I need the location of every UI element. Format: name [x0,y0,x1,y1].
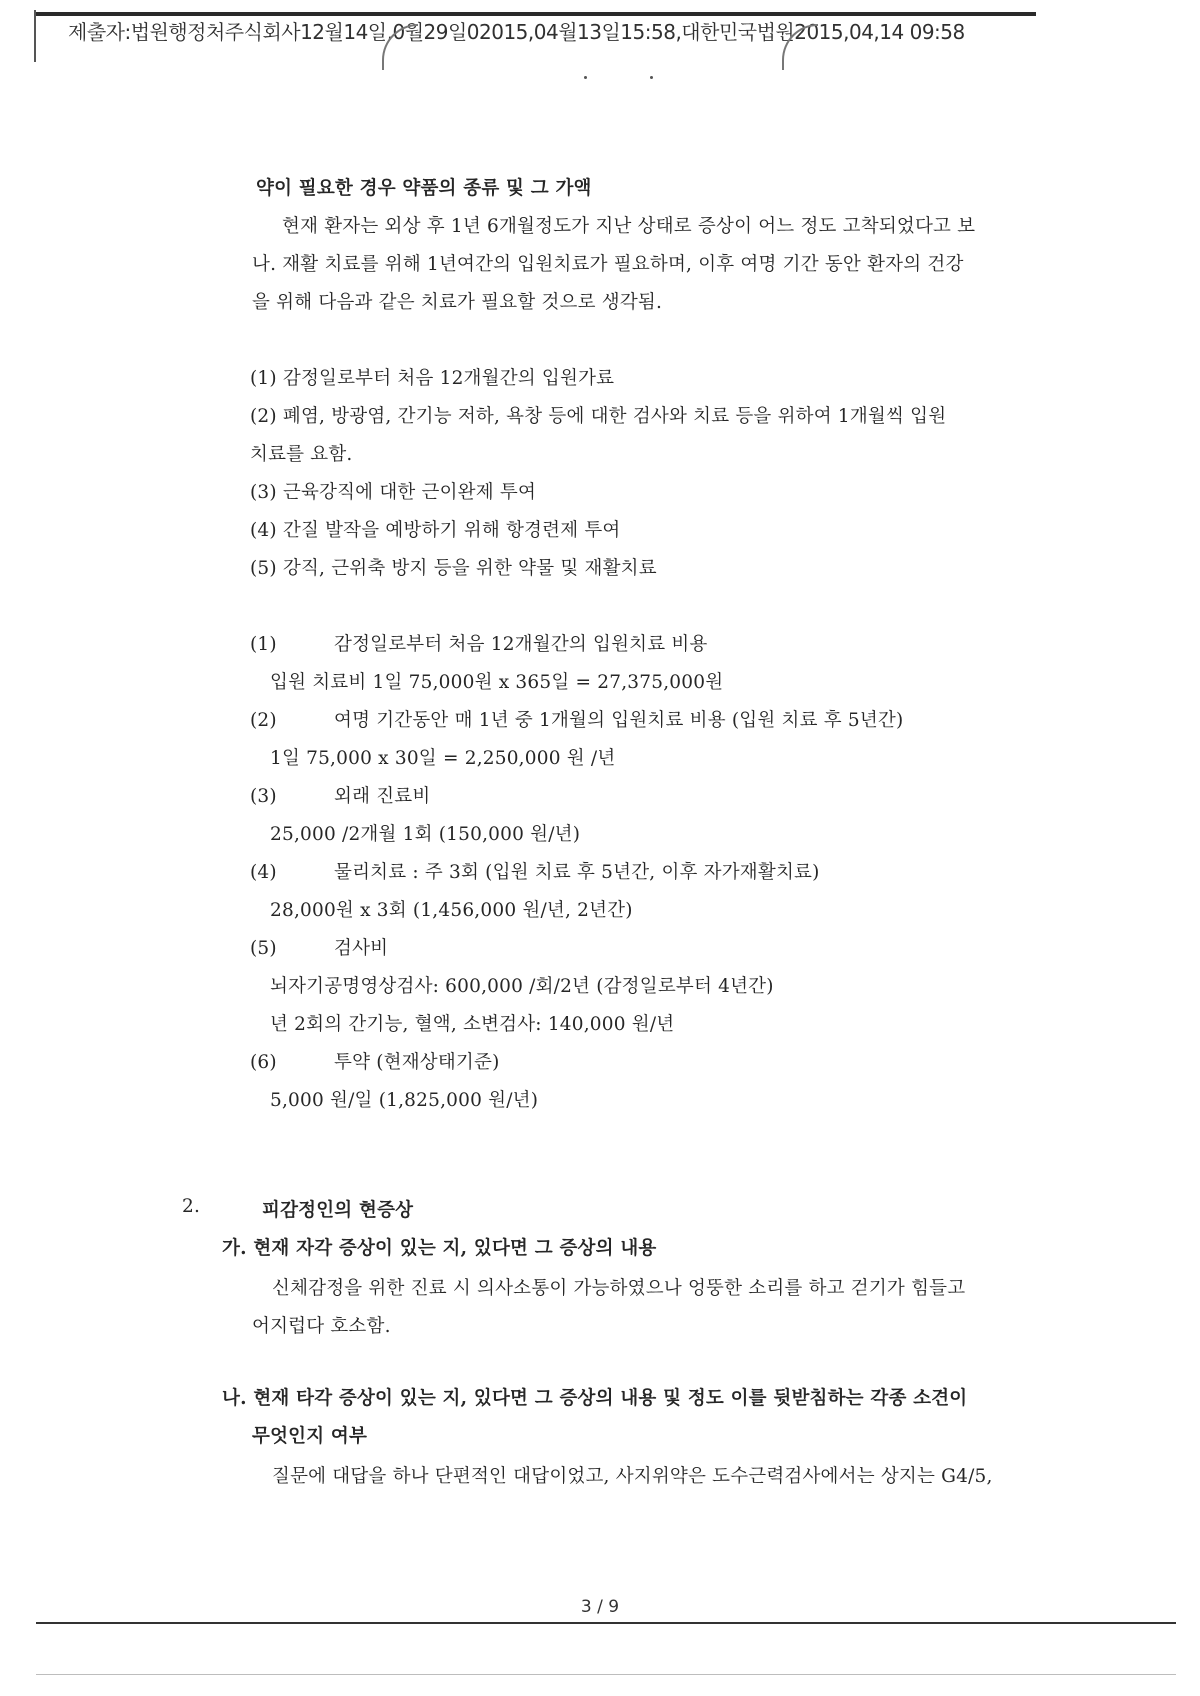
paragraph-line: 질문에 대답을 하나 단편적인 대답이었고, 사지위약은 도수근력검사에서는 상지는 G4/5, [272,1466,993,1487]
paragraph-line: 어지럽다 호소함. [252,1316,391,1337]
treatment-item: (1) 감정일로부터 처음 12개월간의 입원가료 [250,368,615,389]
subsection-heading: 약이 필요한 경우 약품의 종류 및 그 가액 [256,178,592,199]
subsection-heading: 나. 현재 타각 증상이 있는 지, 있다면 그 증상의 내용 및 정도 이를 뒷받침하는 각종 소견이 [222,1388,968,1409]
scan-speck [584,76,587,79]
page-number: 3 / 9 [580,1597,620,1617]
cost-item-title: (1) 감정일로부터 처음 12개월간의 입원치료 비용 [250,634,708,655]
cost-item-detail: 5,000 원/일 (1,825,000 원/년) [270,1090,539,1111]
cost-item-title: (3) 외래 진료비 [250,786,431,807]
fax-header [28,8,1188,42]
cost-item-title: (2) 여명 기간동안 매 1년 중 1개월의 입원치료 비용 (입원 치료 후 5년간) [250,710,904,731]
paragraph-line: 을 위해 다음과 같은 치료가 필요할 것으로 생각됨. [252,292,663,313]
subsection-heading: 가. 현재 자각 증상이 있는 지, 있다면 그 증상의 내용 [222,1238,657,1259]
cost-item-title: (5) 검사비 [250,938,389,959]
treatment-item: (2) 폐염, 방광염, 간기능 저하, 욕창 등에 대한 검사와 치료 등을 위하여 1개월씩 입원 [250,406,947,427]
cost-item-detail: 년 2회의 간기능, 혈액, 소변검사: 140,000 원/년 [270,1014,675,1035]
cost-item-title: (4) 물리치료 : 주 3회 (입원 치료 후 5년간, 이후 자가재활치료) [250,862,820,883]
treatment-item: (5) 강직, 근위축 방지 등을 위한 약물 및 재활치료 [250,558,657,579]
treatment-item: 치료를 요함. [250,444,353,465]
cost-item-title: (6) 투약 (현재상태기준) [250,1052,500,1073]
cost-item-detail: 뇌자기공명영상검사: 600,000 /회/2년 (감정일로부터 4년간) [270,976,774,997]
subsection-heading: 무엇인지 여부 [252,1426,368,1447]
footer-rule [36,1622,1176,1624]
cost-item-detail: 25,000 /2개월 1회 (150,000 원/년) [270,824,581,845]
paragraph-line: 신체감정을 위한 진료 시 의사소통이 가능하였으나 엉뚱한 소리를 하고 걷기가 힘들고 [272,1278,966,1299]
footer-scan-edge [36,1674,1176,1675]
treatment-item: (3) 근육강직에 대한 근이완제 투여 [250,482,537,503]
treatment-item: (4) 간질 발작을 예방하기 위해 항경련제 투여 [250,520,621,541]
cost-item-detail: 입원 치료비 1일 75,000원 x 365일 = 27,375,000원 [270,672,724,693]
cost-item-detail: 28,000원 x 3회 (1,456,000 원/년, 2년간) [270,900,633,921]
paragraph-line: 현재 환자는 외상 후 1년 6개월정도가 지난 상태로 증상이 어느 정도 고착되었다고 보 [282,216,976,237]
fax-stamp-text: 제출자:법원행정처주식회사12월14일,0월29일02015,04월13일15:58,대한민국법원2015,04,14 09:58 [68,20,965,42]
cost-item-detail: 1일 75,000 x 30일 = 2,250,000 원 /년 [270,748,616,769]
paragraph-line: 나. 재활 치료를 위해 1년여간의 입원치료가 필요하며, 이후 여명 기간 동안 환자의 건강 [252,254,964,275]
scan-speck [650,76,653,79]
